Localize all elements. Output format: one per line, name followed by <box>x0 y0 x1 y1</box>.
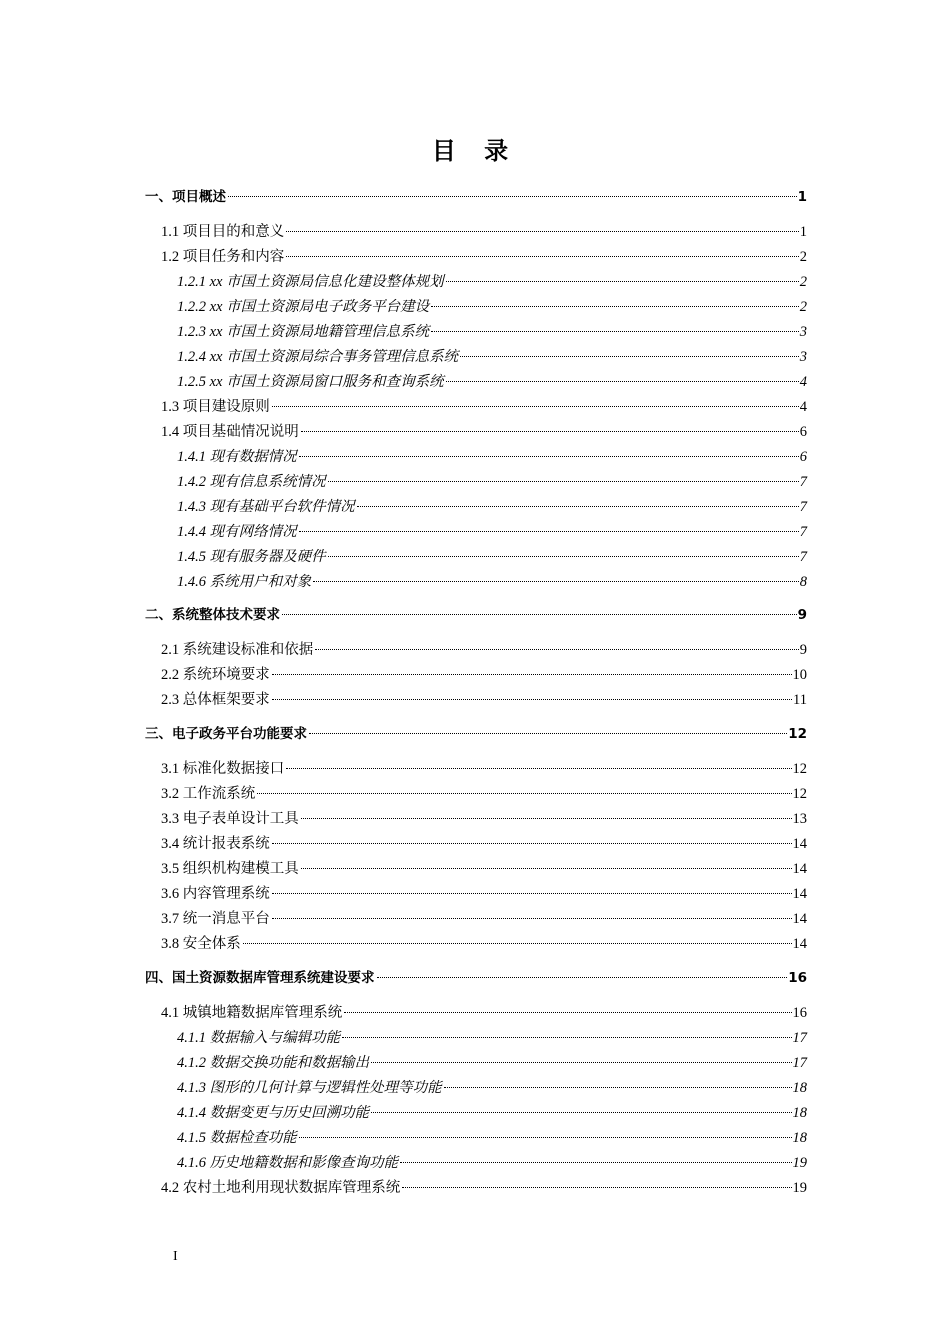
toc-entry-page: 12 <box>792 786 807 802</box>
toc-entry-title: 4.2 农村土地利用现状数据库管理系统 <box>161 1180 401 1196</box>
toc-entry-level-3[interactable] <box>177 271 807 293</box>
toc-entry-page: 2 <box>799 299 807 315</box>
toc-entry-title: 1.2 项目任务和内容 <box>161 249 285 265</box>
toc-entry-title: 3.2 工作流系统 <box>161 786 256 802</box>
toc-entry-level-2[interactable] <box>161 833 807 855</box>
toc-entry-level-1[interactable] <box>145 604 807 626</box>
dot-leader <box>371 1062 791 1063</box>
toc-entry-page: 19 <box>792 1155 807 1171</box>
toc-entry-page: 2 <box>799 274 807 290</box>
toc-entry-page: 18 <box>792 1105 807 1121</box>
toc-entry-title: 1.4.3 现有基础平台软件情况 <box>177 499 355 515</box>
toc-entry-title: 4.1 城镇地籍数据库管理系统 <box>161 1005 343 1021</box>
dot-leader <box>299 1137 792 1138</box>
toc-entry-page: 11 <box>793 692 807 708</box>
toc-entry-page: 4 <box>799 399 807 415</box>
toc-entry-level-2[interactable] <box>161 783 807 805</box>
dot-leader <box>272 893 792 894</box>
dot-leader <box>272 843 792 844</box>
toc-entry-page: 14 <box>792 886 807 902</box>
dot-leader <box>243 943 792 944</box>
toc-entry-page: 1 <box>799 224 807 240</box>
toc-entry-page: 12 <box>788 726 807 742</box>
toc-entry-level-3[interactable] <box>177 1052 807 1074</box>
toc-entry-page: 12 <box>792 761 807 777</box>
toc-entry-title: 四、国土资源数据库管理系统建设要求 <box>145 970 375 986</box>
toc-entry-title: 1.2.5 xx 市国土资源局窗口服务和查询系统 <box>177 374 444 390</box>
toc-entry-level-1[interactable] <box>145 967 807 989</box>
toc-entry-level-2[interactable] <box>161 664 807 686</box>
dot-leader <box>257 793 791 794</box>
dot-leader <box>272 674 792 675</box>
toc-entry-title: 4.1.1 数据输入与编辑功能 <box>177 1030 341 1046</box>
toc-entry-title: 3.5 组织机构建模工具 <box>161 861 299 877</box>
toc-entry-level-3[interactable] <box>177 446 807 468</box>
toc-entry-level-1[interactable] <box>145 723 807 745</box>
dot-leader <box>371 1112 791 1113</box>
toc-entry-page: 7 <box>799 549 807 565</box>
toc-entry-page: 14 <box>792 936 807 952</box>
dot-leader <box>272 406 799 407</box>
toc-entry-level-2[interactable] <box>161 396 807 418</box>
toc-entry-page: 19 <box>792 1180 807 1196</box>
toc-entry-title: 2.2 系统环境要求 <box>161 667 270 683</box>
toc-entry-page: 17 <box>792 1030 807 1046</box>
toc-entry-level-3[interactable] <box>177 546 807 568</box>
toc-entry-page: 10 <box>792 667 807 683</box>
toc-entry-title: 3.1 标准化数据接口 <box>161 761 285 777</box>
dot-leader <box>328 556 799 557</box>
toc-entry-page: 6 <box>799 424 807 440</box>
toc-entry-page: 14 <box>792 836 807 852</box>
toc-entry-level-2[interactable] <box>161 639 807 661</box>
toc-entry-level-3[interactable] <box>177 1077 807 1099</box>
toc-entry-title: 4.1.4 数据变更与历史回溯功能 <box>177 1105 370 1121</box>
dot-leader <box>444 1087 792 1088</box>
toc-entry-level-2[interactable] <box>161 421 807 443</box>
toc-entry-title: 二、系统整体技术要求 <box>145 607 280 623</box>
dot-leader <box>301 818 792 819</box>
toc-entry-level-2[interactable] <box>161 246 807 268</box>
toc-entry-level-3[interactable] <box>177 571 807 593</box>
toc-entry-title: 4.1.3 图形的几何计算与逻辑性处理等功能 <box>177 1080 442 1096</box>
dot-leader <box>299 456 799 457</box>
dot-leader <box>282 614 797 615</box>
toc-entry-page: 18 <box>792 1080 807 1096</box>
toc-entry-title: 1.2.4 xx 市国土资源局综合事务管理信息系统 <box>177 349 459 365</box>
toc-entry-page: 4 <box>799 374 807 390</box>
toc-entry-page: 14 <box>792 861 807 877</box>
toc-entry-page: 2 <box>799 249 807 265</box>
toc-entry-title: 1.4.2 现有信息系统情况 <box>177 474 326 490</box>
dot-leader <box>400 1162 791 1163</box>
toc-entry-level-3[interactable] <box>177 521 807 543</box>
toc-entry-page: 14 <box>792 911 807 927</box>
toc-entry-title: 1.4.1 现有数据情况 <box>177 449 297 465</box>
toc-entry-title: 1.4.5 现有服务器及硬件 <box>177 549 326 565</box>
toc-entry-page: 16 <box>788 970 807 986</box>
toc-entry-level-2[interactable] <box>161 689 807 711</box>
toc-entry-title: 一、项目概述 <box>145 189 226 205</box>
dot-leader <box>344 1012 791 1013</box>
toc-entry-page: 9 <box>797 607 807 623</box>
page-number: I <box>173 1249 178 1264</box>
toc-entry-title: 1.2.2 xx 市国土资源局电子政务平台建设 <box>177 299 430 315</box>
dot-leader <box>342 1037 791 1038</box>
toc-entry-page: 3 <box>799 349 807 365</box>
dot-leader <box>377 977 788 978</box>
toc-entry-page: 7 <box>799 499 807 515</box>
toc-entry-title: 三、电子政务平台功能要求 <box>145 726 307 742</box>
toc-entry-title: 1.2.1 xx 市国土资源局信息化建设整体规划 <box>177 274 444 290</box>
dot-leader <box>460 356 799 357</box>
toc-entry-level-3[interactable] <box>177 296 807 318</box>
toc-entry-level-1[interactable] <box>145 186 807 208</box>
toc-entry-page: 17 <box>792 1055 807 1071</box>
dot-leader <box>272 918 792 919</box>
toc-entry-page: 7 <box>799 524 807 540</box>
toc-entry-level-3[interactable] <box>177 1127 807 1149</box>
toc-entry-page: 3 <box>799 324 807 340</box>
toc-entry-level-2[interactable] <box>161 1002 807 1024</box>
dot-leader <box>446 281 799 282</box>
dot-leader <box>301 431 799 432</box>
toc-entry-title: 3.7 统一消息平台 <box>161 911 270 927</box>
dot-leader <box>301 868 792 869</box>
dot-leader <box>315 649 799 650</box>
dot-leader <box>286 231 799 232</box>
page-title: 目 录 <box>431 137 519 165</box>
toc-entry-page: 7 <box>799 474 807 490</box>
toc-entry-page: 9 <box>799 642 807 658</box>
toc-entry-page: 1 <box>797 189 807 205</box>
dot-leader <box>357 506 799 507</box>
toc-entry-level-2[interactable] <box>161 221 807 243</box>
toc-entry-level-2[interactable] <box>161 858 807 880</box>
toc-entry-page: 16 <box>792 1005 807 1021</box>
toc-entry-title: 4.1.6 历史地籍数据和影像查询功能 <box>177 1155 399 1171</box>
toc-entry-title: 2.1 系统建设标准和依据 <box>161 642 314 658</box>
dot-leader <box>286 256 799 257</box>
dot-leader <box>446 381 799 382</box>
toc-entry-page: 6 <box>799 449 807 465</box>
toc-entry-level-3[interactable] <box>177 1027 807 1049</box>
toc-entry-title: 1.1 项目目的和意义 <box>161 224 285 240</box>
dot-leader <box>309 733 787 734</box>
toc-entry-level-3[interactable] <box>177 496 807 518</box>
toc-entry-level-3[interactable] <box>177 1102 807 1124</box>
toc-entry-level-3[interactable] <box>177 371 807 393</box>
toc-entry-title: 1.4.4 现有网络情况 <box>177 524 297 540</box>
toc-entry-page: 18 <box>792 1130 807 1146</box>
dot-leader <box>286 768 791 769</box>
toc-entry-level-2[interactable] <box>161 908 807 930</box>
toc-entry-level-3[interactable] <box>177 346 807 368</box>
toc-entry-title: 1.2.3 xx 市国土资源局地籍管理信息系统 <box>177 324 430 340</box>
dot-leader <box>431 306 799 307</box>
toc-entry-title: 3.6 内容管理系统 <box>161 886 270 902</box>
dot-leader <box>228 196 797 197</box>
toc-entry-level-2[interactable] <box>161 758 807 780</box>
dot-leader <box>431 331 799 332</box>
toc-entry-level-2[interactable] <box>161 883 807 905</box>
toc-entry-level-3[interactable] <box>177 321 807 343</box>
dot-leader <box>402 1187 791 1188</box>
toc-entry-level-2[interactable] <box>161 1177 807 1199</box>
toc-entry-title: 1.3 项目建设原则 <box>161 399 270 415</box>
toc-entry-title: 3.3 电子表单设计工具 <box>161 811 299 827</box>
toc-entry-level-3[interactable] <box>177 471 807 493</box>
toc-entry-title: 3.4 统计报表系统 <box>161 836 270 852</box>
dot-leader <box>272 699 792 700</box>
toc-entry-title: 4.1.5 数据检查功能 <box>177 1130 297 1146</box>
toc-entry-level-2[interactable] <box>161 808 807 830</box>
dot-leader <box>313 581 799 582</box>
toc-entry-level-3[interactable] <box>177 1152 807 1174</box>
toc-entry-title: 1.4 项目基础情况说明 <box>161 424 299 440</box>
toc-entry-page: 8 <box>799 574 807 590</box>
toc-entry-title: 1.4.6 系统用户和对象 <box>177 574 312 590</box>
toc-entry-page: 13 <box>792 811 807 827</box>
dot-leader <box>299 531 799 532</box>
toc-entry-title: 2.3 总体框架要求 <box>161 692 270 708</box>
dot-leader <box>328 481 799 482</box>
toc-entry-level-2[interactable] <box>161 933 807 955</box>
toc-entry-title: 3.8 安全体系 <box>161 936 241 952</box>
toc-entry-title: 4.1.2 数据交换功能和数据输出 <box>177 1055 370 1071</box>
